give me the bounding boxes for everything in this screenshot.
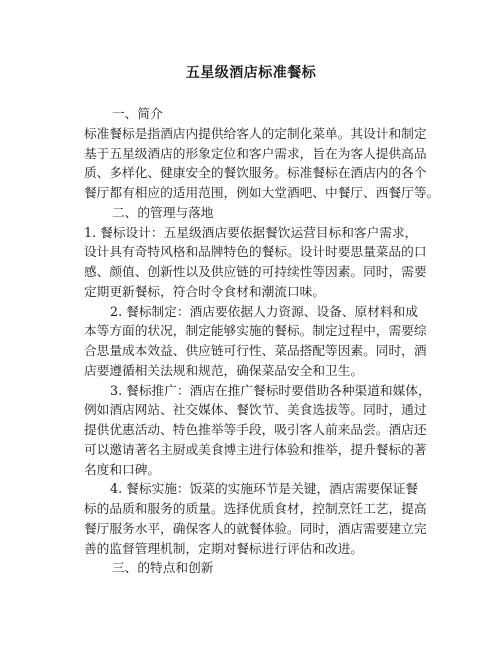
paragraph-line: 基于五星级酒店的形象定位和客户需求，旨在为客人提供高品 xyxy=(84,145,427,161)
paragraph-line: 质、多样化、健康安全的餐饮服务。标准餐标在酒店内的各个 xyxy=(84,165,427,181)
paragraph-line: 例如酒店网站、社交媒体、餐饮节、美食选拔等。同时，通过 xyxy=(84,402,427,418)
paragraph-line: 感、颜值、创新性以及供应链的可持续性等因素。同时，需要 xyxy=(84,264,427,279)
paragraph-line: 标的品质和服务的质量。选择优质食材，控制烹饪工艺，提高 xyxy=(84,501,427,516)
paragraph-line: 餐厅都有相应的适用范围，例如大堂酒吧、中餐厅、西餐厅等。 xyxy=(84,185,440,200)
list-item-formulation: 2. 餐标制定：酒店要依据人力资源、设备、原材料和成 xyxy=(110,303,418,319)
paragraph-line: 定期更新餐标，符合时令食材和潮流口味。 xyxy=(84,283,326,299)
section-heading-intro: 一、简介 xyxy=(112,106,163,121)
document-title: 五星级酒店标准餐标 xyxy=(185,65,317,81)
section-heading-management: 二、的管理与落地 xyxy=(112,204,214,220)
paragraph-line: 名度和口碑。 xyxy=(84,461,161,477)
paragraph-line: 可以邀请著名主厨或美食博主进行体验和推举，提升餐标的著 xyxy=(84,441,427,457)
list-item-promotion: 3. 餐标推广：酒店在推广餐标时要借助各种渠道和媒体， xyxy=(110,382,431,398)
paragraph-line: 店要遵循相关法规和规范，确保菜品安全和卫生。 xyxy=(84,362,364,378)
paragraph-line: 提供优惠活动、特色推举等手段，吸引客人前来品尝。酒店还 xyxy=(84,422,427,437)
paragraph-line: 餐厅服务水平，确保客人的就餐体验。同时，酒店需要建立完 xyxy=(84,520,427,536)
paragraph-line: 合思量成本效益、供应链可行性、菜品搭配等因素。同时，酒 xyxy=(84,343,427,358)
list-item-implementation: 4. 餐标实施：饭菜的实施环节是关键，酒店需要保证餐 xyxy=(110,481,418,497)
list-item-design: 1. 餐标设计：五星级酒店要依据餐饮运营目标和客户需求， xyxy=(84,224,418,240)
paragraph-line: 本等方面的状况，制定能够实施的餐标。制定过程中，需要综 xyxy=(84,323,427,339)
document-body xyxy=(84,104,440,578)
paragraph-line: 善的监督管理机制，定期对餐标进行评估和改进。 xyxy=(84,540,364,556)
paragraph-line: 标准餐标是指酒店内提供给客人的定制化菜单。其设计和制定 xyxy=(84,125,427,141)
paragraph-line: 设计具有奇特风格和品牌特色的餐标。设计时要思量菜品的口 xyxy=(84,244,427,260)
section-heading-features: 三、的特点和创新 xyxy=(112,560,214,576)
